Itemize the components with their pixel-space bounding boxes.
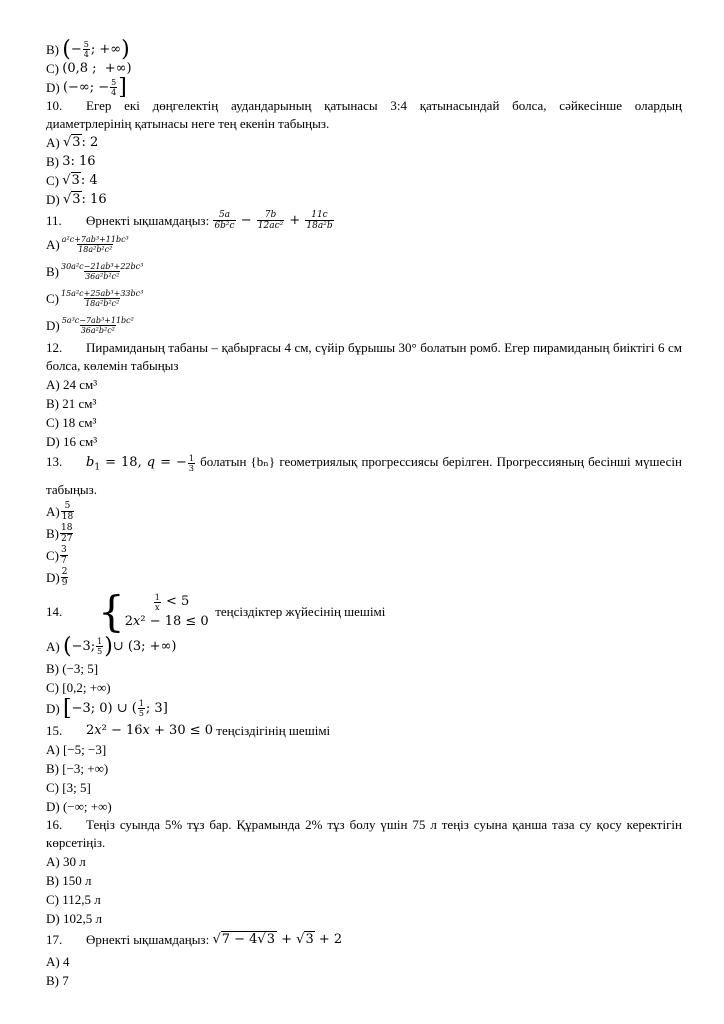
- q15-option-c: C) [3; 5]: [46, 779, 91, 795]
- document-page: [46, 37, 682, 990]
- q11-option-b: B) $\frac{\text{30a²c−21ab³+22bc³}}{\text{36a²b²c²}}$: [46, 262, 144, 281]
- q15-number: 15.: [46, 722, 63, 738]
- q17-option-a: A) 4: [46, 953, 70, 969]
- q9-option-b: B) ( − $\frac{5}{4}$ ; +∞ ): [46, 37, 130, 62]
- q12-option-c: C) 18 см³: [46, 415, 97, 430]
- q13-text: болатын {bₙ} геометриялық прогрессиясы берілген. Прогрессияның бесінші мүшесін табыңыз.: [46, 454, 682, 497]
- q13-option-d: D) $\frac{2}{9}$: [46, 567, 68, 589]
- q17-option-b: B) 7: [46, 972, 69, 988]
- q10-text: Егер екі дөңгелектің аудандарының қатынасы 3:4 қатынасындай болса, сәйкесінше олардың диаметрлерінің қатынасы неге тең екенін табыңыз.: [46, 98, 682, 131]
- q9-option-d: D) (−∞; − $\frac{5}{4}$ ]: [46, 75, 127, 100]
- q16-option-b: B) 150 л: [46, 872, 92, 888]
- q14-option-d: D) [ −3; 0) ∪ ( $\frac{1}{5}$ ; 3]: [46, 696, 168, 722]
- q16-option-a: A) 30 л: [46, 853, 86, 869]
- q17-text: Өрнекті ықшамдаңыз:: [86, 932, 210, 948]
- q16-option-c: C) 112,5 л: [46, 891, 101, 907]
- q17-number: 17.: [46, 932, 63, 948]
- q12-option-d: D) 16 см³: [46, 434, 98, 449]
- q14-question: [46, 586, 682, 636]
- q10-number: 10.: [46, 98, 63, 113]
- q15-text: теңсіздігінің шешімі: [216, 722, 331, 738]
- q14-option-c: C) [0,2; +∞): [46, 679, 111, 695]
- q11-option-a: A) $\frac{\text{a²c+7ab³+11bc³}}{\text{18a²b²c²}}$: [46, 235, 129, 254]
- q12-option-a: A) 24 см³: [46, 377, 98, 392]
- q13-number: 13.: [46, 454, 63, 469]
- q15-option-b: B) [−3; +∞): [46, 760, 109, 776]
- q13-option-b: B) $\frac{18}{27}$: [46, 523, 73, 545]
- q11-text: Өрнекті ықшамдаңыз:: [86, 212, 210, 228]
- q16-question: [46, 816, 682, 852]
- q11-option-c: C) $\frac{\text{15a²c+25ab³+33bc³}}{\text{18a²b²c²}}$: [46, 289, 144, 308]
- q17-question: 17. Өрнекті ықшамдаңыз: √7 − 4√3 + √3 + 2: [46, 932, 343, 948]
- q16-number: 16.: [46, 816, 63, 832]
- q12-question: [46, 339, 682, 375]
- q14-text: теңсіздіктер жүйесінің шешімі: [215, 604, 386, 620]
- q15-option-a: A) [−5; −3]: [46, 741, 107, 757]
- q11-number: 11.: [46, 212, 62, 228]
- q14-option-a: A) ( −3; $\frac{1}{5}$ ) ∪ (3; +∞): [46, 634, 177, 660]
- q15-question: 15. 2x² − 16x + 30 ≤ 0 теңсіздігінің шешімі: [46, 722, 331, 738]
- q16-text: Теңіз суында 5% тұз бар. Құрамында 2% тұз болу үшін 75 л теңіз суына қанша таза су қосу керектігін көрсетіңіз.: [46, 816, 682, 850]
- q11-question: 11. Өрнекті ықшамдаңыз: $\frac{5a}{\text{6b²c}}$ − $\frac{7b}{\text{12ac²}}$ + $\frac{11c}{\text{18a²b}}$: [46, 209, 333, 231]
- q11-option-d: D) $\frac{\text{5a³c−7ab³+11bc²}}{\text{36a²b²c²}}$: [46, 316, 134, 335]
- q10-question: [46, 97, 682, 133]
- q10-option-b: B) 3: 16: [46, 154, 96, 169]
- inequality-system: { $\frac{1}{x}$ < 5 2x² − 18 ≤ 0: [98, 586, 209, 636]
- q14-number: 14.: [46, 604, 63, 620]
- q12-text: Пирамиданың табаны – қабырғасы 4 см, сүйір бұрышы 30° болатын ромб. Егер пирамиданың биіктігі 6 см болса, көлемін табыңыз: [46, 340, 682, 373]
- q15-option-d: D) (−∞; +∞): [46, 798, 112, 814]
- q13-option-c: C) $\frac{3}{7}$: [46, 545, 67, 567]
- q12-number: 12.: [46, 340, 63, 355]
- q13-option-a: A) $\frac{5}{18}$: [46, 501, 74, 523]
- q12-option-b: B) 21 см³: [46, 396, 97, 411]
- q9-option-c: C) (0,8 ; +∞): [46, 61, 132, 76]
- q16-option-d: D) 102,5 л: [46, 910, 102, 926]
- q10-option-a: A) √3: 2: [46, 135, 99, 150]
- q10-option-c: C) √3: 4: [46, 173, 98, 188]
- q14-option-b: B) (−3; 5]: [46, 660, 99, 676]
- q13-question: 13. $b_1 = 18$, q = − $\frac{1}{3}$ болатын {bₙ} геометриялық прогрессиясы берілген. Прогрессияның бесінші мүшесін табыңыз.: [46, 451, 682, 501]
- q10-option-d: D) √3: 16: [46, 192, 107, 207]
